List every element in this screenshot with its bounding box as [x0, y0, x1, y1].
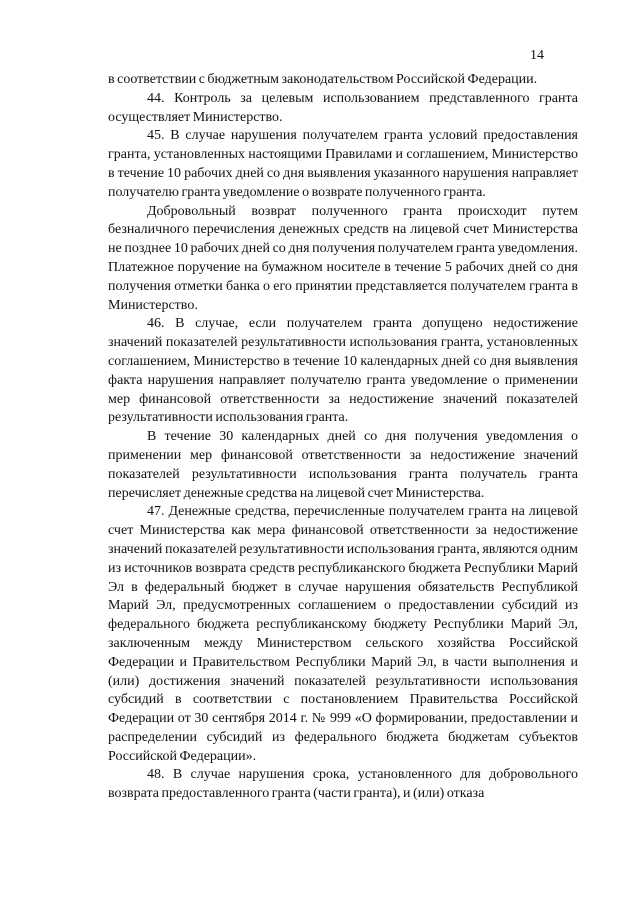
paragraph-46: 46. В случае, если получателем гранта допущено недостижение значений показателей результативности использования гранта, установленных соглашением, Министерство в течение 10 календарных дней со дня выявления факта нарушения направляет получателю гранта уведомление о применении мер финансовой ответственности за недостижение значений показателей результативности использования гранта.	[108, 316, 578, 426]
paragraph-45-voluntary-return: Добровольный возврат полученного гранта происходит путем безналичного перечисления денежных средств на лицевой счет Министерства не позднее 10 рабочих дней со дня получения получателем гранта уведомления. Платежное поручение на бумажном носителе в течение 5 рабочих дней со дня получения отметки банка о его принятии представляется получателем гранта в Министерство.	[108, 203, 578, 313]
document-body	[108, 71, 578, 804]
paragraph-44: 44. Контроль за целевым использованием представленного гранта осуществляет Министерство.	[108, 90, 578, 125]
paragraph-47: 47. Денежные средства, перечисленные получателем гранта на лицевой счет Министерства как мера финансовой ответственности за недостижение значений показателей результативности использования гранта, являются одним из источников возврата средств республиканского бюджета Республики Марий Эл в федеральный бюджет в случае нарушения обязательств Республикой Марий Эл, предусмотренных соглашением о предоставлении субсидий из федерального бюджета республиканскому бюджету Республики Марий Эл, заключенным между Министерством сельского хозяйства Российской Федерации и Правительством Республики Марий Эл, в части выполнения и (или) достижения значений показателей результативности использования субсидий в соответствии с постановлением Правительства Российской Федерации от 30 сентября 2014 г. № 999 «О формировании, предоставлении и распределении субсидий из федерального бюджета бюджетам субъектов Российской Федерации».	[108, 504, 578, 764]
paragraph-45: 45. В случае нарушения получателем гранта условий предоставления гранта, установленных настоящими Правилами и соглашением, Министерство в течение 10 рабочих дней со дня выявления указанного нарушения направляет получателю гранта уведомление о возврате полученного гранта.	[108, 128, 578, 200]
page-number: 14	[530, 48, 544, 63]
paragraph-continuation: в соответствии с бюджетным законодательством Российской Федерации.	[108, 72, 538, 87]
paragraph-48: 48. В случае нарушения срока, установленного для добровольного возврата предоставленного гранта (части гранта), и (или) отказа	[108, 767, 578, 802]
paragraph-46-transfer: В течение 30 календарных дней со дня получения уведомления о применении мер финансовой ответственности за недостижение значений показателей результативности использования гранта получатель гранта перечисляет денежные средства на лицевой счет Министерства.	[108, 429, 578, 501]
